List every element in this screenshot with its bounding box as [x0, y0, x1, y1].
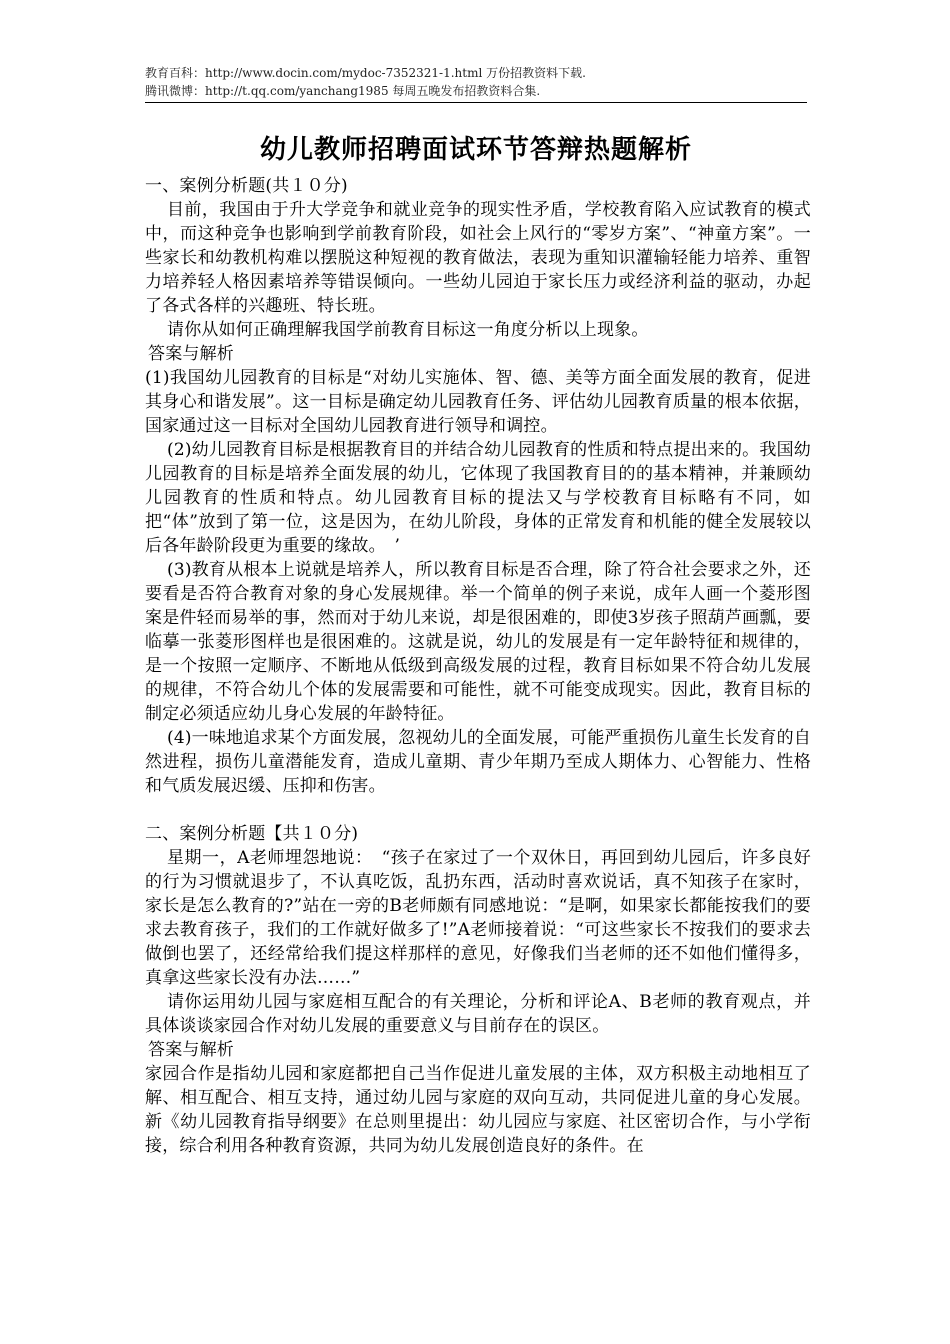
- section1-answer-1: (1)我国幼儿园教育的目标是“对幼儿实施体、智、德、美等方面全面发展的教育，促进其身心和谐发展”。这一目标是确定幼儿园教育任务、评估幼儿园教育质量的根本依据，国家通过这一目标对全国幼儿园教育进行领导和调控。: [145, 368, 811, 436]
- section1-answer-4: (4)一味地追求某个方面发展，忽视幼儿的全面发展，可能严重损伤儿童生长发育的自然进程，损伤儿童潜能发育，造成儿童期、青少年期乃至成人期体力、心智能力、性格和气质发展迟缓、压抑和伤害。: [145, 728, 811, 796]
- section2-question: 请你运用幼儿园与家庭相互配合的有关理论，分析和评论A、B老师的教育观点，并具体谈谈家园合作对幼儿发展的重要意义与目前存在的误区。: [145, 992, 811, 1036]
- section1-answer-2: (2)幼儿园教育目标是根据教育目的并结合幼儿园教育的性质和特点提出来的。我国幼儿园教育的目标是培养全面发展的幼儿，它体现了我国教育目的的基本精神，并兼顾幼儿园教育的性质和特点。幼儿园教育目标的提法又与学校教育目标略有不同，如把“体”放到了第一位，这是因为，在幼儿阶段，身体的正常发育和机能的健全发展较以后各年龄阶段更为重要的缘故。 ’: [145, 440, 811, 556]
- section2-answer-text: 家园合作是指幼儿园和家庭都把自己当作促进儿童发展的主体，双方积极主动地相互了解、相互配合、相互支持，通过幼儿园与家庭的双向互动，共同促进儿童的身心发展。新《幼儿园教育指导纲要》在总则里提出：幼儿园应与家庭、社区密切合作，与小学衔接，综合利用各种教育资源，共同为幼儿发展创造良好的条件。在: [145, 1064, 811, 1156]
- section1-heading: 一、案例分析题(共１０分): [145, 176, 348, 196]
- section1-case-text: 目前，我国由于升大学竞争和就业竞争的现实性矛盾，学校教育陷入应试教育的模式中，而这种竞争也影响到学前教育阶段，如社会上风行的“零岁方案”、“神童方案”。一些家长和幼教机构难以摆脱这种短视的教育做法，表现为重知识灌输轻能力培养、重智力培养轻人格因素培养等错误倾向。一些幼儿园迫于家长压力或经济利益的驱动，办起了各式各样的兴趣班、特长班。: [145, 200, 811, 316]
- section2-heading: 二、案例分析题【共１０分): [145, 824, 359, 844]
- header-divider: [145, 102, 807, 103]
- section1-question: 请你从如何正确理解我国学前教育目标这一角度分析以上现象。: [167, 320, 649, 340]
- document-body: [145, 174, 811, 1158]
- section-spacer: [145, 798, 811, 822]
- section1-answer-3: (3)教育从根本上说就是培养人，所以教育目标是否合理，除了符合社会要求之外，还要看是否符合教育对象的身心发展规律。举一个简单的例子来说，成年人画一个菱形图案是件轻而易举的事，然而对于幼儿来说，却是很困难的，即使3岁孩子照葫芦画瓢，要临摹一张菱形图样也是很困难的。这就是说，幼儿的发展是有一定年龄特征和规律的，是一个按照一定顺序、不断地从低级到高级发展的过程，教育目标如果不符合幼儿发展的规律，不符合幼儿个体的发展需要和可能性，就不可能变成现实。因此，教育目标的制定必须适应幼儿身心发展的年龄特征。: [145, 560, 811, 724]
- header-line-weibo: 腾讯微博：http://t.qq.com/yanchang1985 每周五晚发布招教资料合集.: [145, 84, 541, 98]
- section2-case-text: 星期一，A老师埋怨地说： “孩子在家过了一个双休日，再回到幼儿园后，许多良好的行为习惯就退步了，不认真吃饭，乱扔东西，活动时喜欢说话，真不知孩子在家时，家长是怎么教育的?”站在一旁的B老师颇有同感地说：“是啊，如果家长都能按我们的要求去教育孩子，我们的工作就好做多了!”A老师接着说：“可这些家长不按我们的要求去做倒也罢了，还经常给我们提这样那样的意见，好像我们当老师的还不如他们懂得多，真拿这些家长没有办法……”: [145, 848, 811, 988]
- document-title: 幼儿教师招聘面试环节答辩热题解析: [259, 135, 692, 165]
- section2-answer-heading: 答案与解析: [148, 1040, 234, 1060]
- page-header: [145, 64, 807, 100]
- header-line-docin: 教育百科：http://www.docin.com/mydoc-7352321-1.html 万份招教资料下载.: [145, 66, 586, 80]
- section1-answer-heading: 答案与解析: [148, 344, 234, 364]
